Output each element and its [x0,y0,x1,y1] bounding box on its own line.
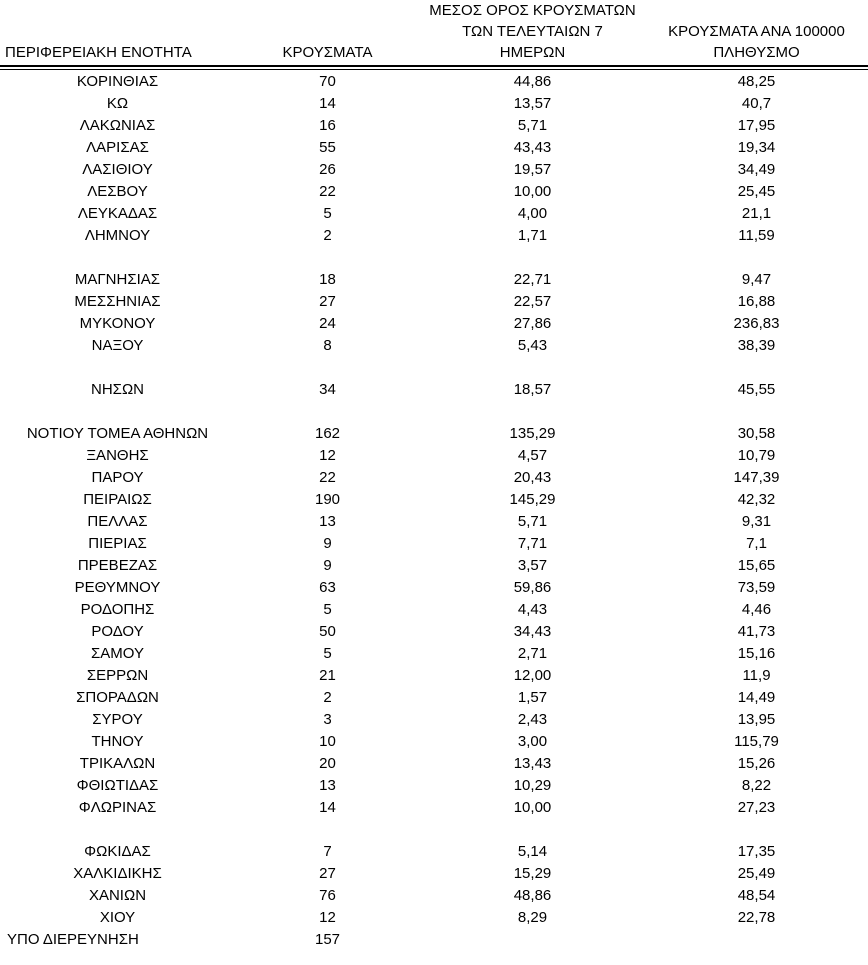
cell-cases: 13 [319,512,336,530]
table-row [0,422,868,444]
cell-region: ΣΑΜΟΥ [91,644,144,662]
table-row [0,224,868,246]
cell-region: ΦΛΩΡΙΝΑΣ [78,798,157,816]
cell-avg7 [420,928,645,950]
spacer-cell [0,818,868,840]
cell-per100k: 22,78 [737,908,776,926]
cell-cases: 13 [319,776,336,794]
col-header-avg7-line2: ΤΩΝ ΤΕΛΕΥΤΑΙΩΝ 7 [462,23,603,40]
cell-cases: 14 [319,798,336,816]
cell-region: ΧΑΝΙΩΝ [88,886,147,904]
spacer-row [0,246,868,268]
cell-per100k: 17,35 [737,842,776,860]
cell-avg7: 5,14 [517,842,548,860]
table-row [0,114,868,136]
cell-avg7: 3,57 [517,556,548,574]
cell-region: ΤΗΝΟΥ [91,732,144,750]
cell-avg7: 59,86 [513,578,552,596]
spacer-row [0,818,868,840]
cell-avg7: 1,57 [517,688,548,706]
cell-cases: 70 [319,72,336,90]
cell-region: ΠΙΕΡΙΑΣ [88,534,147,552]
cell-per100k: 11,59 [738,226,775,244]
cell-per100k: 48,25 [737,72,776,90]
cell-avg7: 13,57 [513,94,552,112]
table-row [0,840,868,862]
cell-avg7: 43,43 [513,138,552,156]
table-header [0,0,868,70]
cell-per100k: 8,22 [741,776,772,794]
table-row [0,466,868,488]
table-row [0,752,868,774]
cell-cases: 9 [323,534,332,552]
cell-cases: 5 [323,600,332,618]
cell-region: ΜΕΣΣΗΝΙΑΣ [74,292,161,310]
cell-region: ΡΕΘΥΜΝΟΥ [74,578,161,596]
table-row [0,664,868,686]
cell-cases: 24 [319,314,336,332]
cell-cases: 2 [323,226,332,244]
cell-region: ΛΕΣΒΟΥ [87,182,148,200]
cell-avg7: 12,00 [513,666,552,684]
cell-region: ΛΗΜΝΟΥ [84,226,151,244]
cell-per100k: 34,49 [737,160,776,178]
table-row [0,598,868,620]
cell-per100k: 38,39 [737,336,776,354]
cell-per100k: 10,79 [737,446,776,464]
cell-region: ΡΟΔΟΠΗΣ [80,600,155,618]
cell-per100k: 21,1 [741,204,772,222]
cell-cases: 21 [319,666,336,684]
cell-per100k: 19,34 [737,138,776,156]
cell-cases: 50 [319,622,336,640]
table-row [0,862,868,884]
col-header-region-label: ΠΕΡΙΦΕΡΕΙΑΚΗ ΕΝΟΤΗΤΑ [5,44,192,61]
table-row [0,730,868,752]
cell-region: ΧΑΛΚΙΔΙΚΗΣ [73,864,162,882]
cell-region: ΣΥΡΟΥ [92,710,143,728]
cell-per100k: 15,65 [737,556,776,574]
cell-cases: 162 [314,424,341,442]
spacer-cell [0,356,868,378]
cell-region: ΦΘΙΩΤΙΔΑΣ [76,776,159,794]
cell-region: ΣΠΟΡΑΔΩΝ [76,688,159,706]
table-row [0,642,868,664]
table-row [0,312,868,334]
cell-per100k: 41,73 [737,622,776,640]
cell-per100k: 45,55 [737,380,776,398]
cell-avg7: 13,43 [513,754,552,772]
cell-cases: 18 [319,270,336,288]
cell-region: ΜΥΚΟΝΟΥ [79,314,156,332]
cell-region: ΠΕΙΡΑΙΩΣ [83,490,152,508]
table-row [0,708,868,730]
cell-per100k: 7,1 [746,534,767,552]
cell-avg7: 145,29 [509,490,556,508]
cell-cases: 190 [314,490,341,508]
table-row [0,158,868,180]
cell-cases: 55 [319,138,336,156]
cell-region: ΥΠΟ ΔΙΕΡΕΥΝΗΣΗ [7,930,139,948]
cell-per100k: 25,49 [737,864,776,882]
cell-per100k: 236,83 [733,314,780,332]
col-header-cases-label: ΚΡΟΥΣΜΑΤΑ [282,44,373,61]
table-row [0,928,868,950]
table-body [0,70,868,951]
cell-cases: 26 [319,160,336,178]
cell-cases: 12 [319,446,336,464]
cell-cases: 10 [319,732,336,750]
table-row [0,290,868,312]
cell-per100k: 42,32 [737,490,776,508]
cell-avg7: 1,71 [517,226,548,244]
col-header-avg7-line1: ΜΕΣΟΣ ΟΡΟΣ ΚΡΟΥΣΜΑΤΩΝ [429,2,636,19]
cell-region: ΛΑΡΙΣΑΣ [86,138,149,156]
table-row [0,576,868,598]
cell-region: ΝΑΞΟΥ [91,336,144,354]
cell-per100k: 30,58 [737,424,776,442]
table-row [0,532,868,554]
cell-avg7: 2,43 [517,710,548,728]
cell-cases: 8 [323,336,332,354]
cell-per100k: 73,59 [737,578,776,596]
cell-cases: 9 [323,556,332,574]
cell-per100k: 27,23 [737,798,776,816]
col-header-per100k [645,0,868,66]
cell-cases: 63 [319,578,336,596]
cell-avg7: 4,43 [517,600,548,618]
cell-region: ΞΑΝΘΗΣ [86,446,149,464]
table-row [0,510,868,532]
table-row [0,70,868,93]
cell-per100k [645,928,868,950]
cell-cases: 22 [319,182,336,200]
cell-region: ΝΗΣΩΝ [91,380,144,398]
table-row [0,444,868,466]
cell-region: ΛΑΚΩΝΙΑΣ [79,116,156,134]
cell-avg7: 22,57 [513,292,552,310]
cell-avg7: 3,00 [517,732,548,750]
table-row [0,334,868,356]
table-row [0,796,868,818]
spacer-cell [0,400,868,422]
cell-region: ΠΑΡΟΥ [91,468,144,486]
spacer-row [0,356,868,378]
cell-cases: 7 [323,842,332,860]
spacer-row [0,400,868,422]
cell-cases: 5 [323,204,332,222]
cell-region: ΚΩ [106,94,129,112]
cell-avg7: 5,71 [517,512,548,530]
cell-cases: 27 [319,864,336,882]
cell-cases: 22 [319,468,336,486]
cell-per100k: 17,95 [737,116,776,134]
cell-region: ΡΟΔΟΥ [91,622,144,640]
table-row [0,554,868,576]
cell-cases: 14 [319,94,336,112]
cell-per100k: 147,39 [733,468,780,486]
cell-avg7: 135,29 [509,424,556,442]
table-row [0,92,868,114]
table-row [0,686,868,708]
col-header-avg7 [420,0,645,66]
cell-avg7: 27,86 [513,314,552,332]
cell-avg7: 7,71 [517,534,548,552]
cell-cases: 27 [319,292,336,310]
header-row [0,0,868,66]
col-header-per100k-line1: ΚΡΟΥΣΜΑΤΑ ΑΝΑ 100000 [668,23,845,40]
cell-per100k: 48,54 [737,886,776,904]
spacer-cell [0,246,868,268]
table-row [0,136,868,158]
cell-per100k: 11,9 [742,666,771,684]
table-row [0,488,868,510]
cell-avg7: 2,71 [517,644,548,662]
cell-avg7: 18,57 [513,380,552,398]
cell-region: ΠΡΕΒΕΖΑΣ [77,556,158,574]
cell-avg7: 19,57 [513,160,552,178]
cell-per100k: 115,79 [734,732,779,750]
table-row [0,774,868,796]
cell-cases: 3 [323,710,332,728]
cell-avg7: 5,71 [517,116,548,134]
cell-avg7: 4,57 [517,446,548,464]
cell-region: ΚΟΡΙΝΘΙΑΣ [76,72,159,90]
col-header-per100k-line2: ΠΛΗΘΥΣΜΟ [713,44,800,61]
cell-avg7: 34,43 [513,622,552,640]
cell-cases: 157 [314,930,341,948]
cell-cases: 16 [319,116,336,134]
cell-per100k: 9,31 [741,512,772,530]
cell-region: ΝΟΤΙΟΥ ΤΟΜΕΑ ΑΘΗΝΩΝ [26,424,209,442]
cell-per100k: 40,7 [741,94,772,112]
cell-avg7: 48,86 [513,886,552,904]
col-header-avg7-line3: ΗΜΕΡΩΝ [499,44,566,61]
cell-cases: 5 [323,644,332,662]
cell-per100k: 15,16 [737,644,776,662]
cell-per100k: 13,95 [737,710,776,728]
cell-avg7: 20,43 [513,468,552,486]
cell-avg7: 10,29 [513,776,552,794]
table-row [0,268,868,290]
cell-avg7: 10,00 [513,798,552,816]
table-row [0,884,868,906]
cell-per100k: 15,26 [737,754,776,772]
table-row [0,378,868,400]
cell-cases: 76 [319,886,336,904]
cell-region: ΧΙΟΥ [99,908,136,926]
table-row [0,620,868,642]
table-row [0,906,868,928]
cell-per100k: 25,45 [737,182,776,200]
cell-avg7: 44,86 [513,72,552,90]
cell-per100k: 9,47 [741,270,772,288]
cell-avg7: 10,00 [513,182,552,200]
cell-avg7: 22,71 [513,270,552,288]
cell-cases: 12 [319,908,336,926]
cell-region: ΛΑΣΙΘΙΟΥ [82,160,153,178]
table-row [0,202,868,224]
cell-avg7: 4,00 [517,204,548,222]
cell-region: ΣΕΡΡΩΝ [86,666,149,684]
cell-region: ΛΕΥΚΑΔΑΣ [77,204,158,222]
cell-per100k: 16,88 [737,292,776,310]
cell-cases: 34 [319,380,336,398]
col-header-region [0,0,235,66]
table-row [0,180,868,202]
cell-region: ΦΩΚΙΔΑΣ [84,842,151,860]
cell-per100k: 4,46 [741,600,772,618]
cell-region: ΤΡΙΚΑΛΩΝ [79,754,156,772]
cell-avg7: 8,29 [517,908,548,926]
cell-cases: 20 [319,754,336,772]
cell-cases: 2 [323,688,332,706]
cell-region: ΠΕΛΛΑΣ [87,512,148,530]
cell-avg7: 15,29 [513,864,552,882]
cell-avg7: 5,43 [517,336,548,354]
cell-region: ΜΑΓΝΗΣΙΑΣ [74,270,161,288]
col-header-cases [235,0,420,66]
cell-per100k: 14,49 [737,688,776,706]
